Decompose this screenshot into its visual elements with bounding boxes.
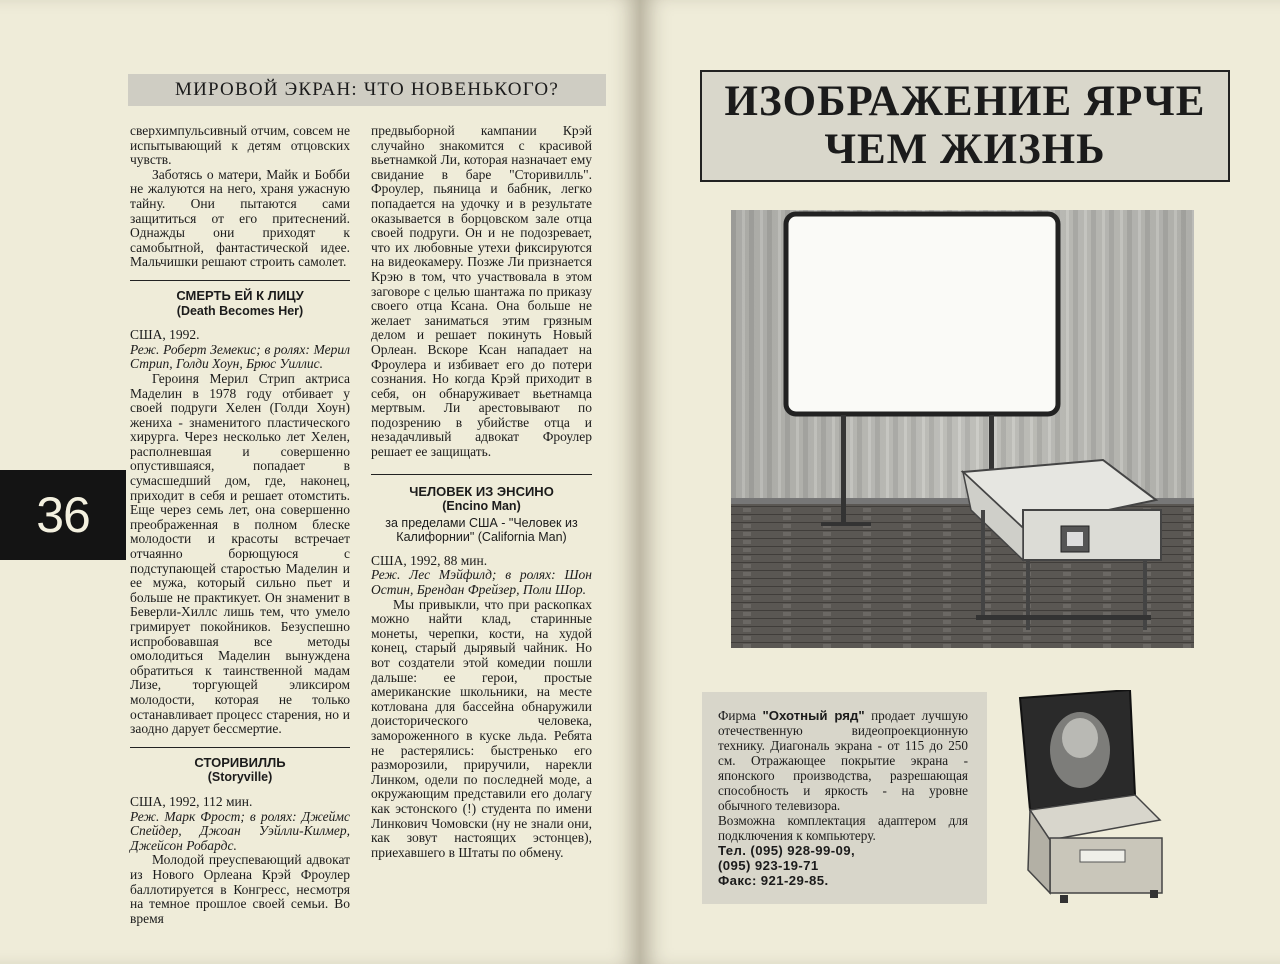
film-credits: Реж. Марк Фрост; в ролях: Джеймс Спейдер, Джоан Уэйлли-Килмер, Джейсон Робардс. bbox=[130, 808, 350, 853]
film-credits: Реж. Лес Мэйфилд; в ролях: Шон Остин, Брендан Фрейзер, Поли Шор. bbox=[371, 567, 592, 598]
advertisement-text bbox=[718, 708, 968, 888]
text-column-2 bbox=[371, 124, 592, 860]
storyville-continued: предвыборной кампании Крэй случайно знакомится с красивой вьетнамкой Ли, которая назначает ему свидание в баре "Сторивилль". Фроулер, пьяница и бабник, легко попадается на удочку и в результате оказывается в борцовском зале отца своей подруги. Он и не подозревает, что их любовные утехи фиксируются на видеокамеру. Позже Ли признается Крэю в том, что участвовала в этом заговоре с целью шантажа по приказу своего отца Ксана. Она больше не желает заниматься этим грязным делом и решает покинуть Новый Орлеан. Вскоре Ксан нападает на Фроулера и избивает его до потери сознания. Но когда Крэй приходит в себя, он обнаруживает вьетнамца мертвым. Ли арестовывают по подозрению в убийстве отца и незадачливый адвокат Фроулер решает ее защищать. bbox=[371, 123, 592, 460]
film-description: Молодой преуспевающий адвокат из Нового Орлеана Крэй Фроулер баллотируется в Конгресс, несмотря на темное прошлое своей семьи. Во время bbox=[130, 852, 350, 926]
ad-company-name: "Охотный ряд" bbox=[762, 708, 865, 723]
article-title-line-1: ИЗОБРАЖЕНИЕ ЯРЧЕ bbox=[724, 78, 1206, 125]
film-original-title: (Storyville) bbox=[207, 770, 273, 785]
page-number-tab bbox=[0, 470, 126, 560]
article-title-line-2: ЧЕМ ЖИЗНЬ bbox=[824, 126, 1106, 173]
divider-rule bbox=[371, 474, 592, 475]
film-country-year: США, 1992. bbox=[130, 327, 200, 343]
projector-screen-photo bbox=[731, 210, 1194, 648]
ad-phone-2: (095) 923-19-71 bbox=[718, 858, 819, 873]
film-credits: Реж. Роберт Земекис; в ролях: Мерил Стрип, Голди Хоун, Брюс Уиллис. bbox=[130, 341, 350, 372]
film-title: ЧЕЛОВЕК ИЗ ЭНСИНО bbox=[409, 483, 554, 499]
film-original-title: (Death Becomes Her) bbox=[176, 303, 304, 318]
divider-rule bbox=[130, 747, 350, 748]
ad-fax: Факс: 921-29-85. bbox=[718, 873, 829, 888]
ad-body: продает лучшую отечественную видеопроекционную технику. Диагональ экрана - от 115 до 250 см. Отражающее покрытие экрана - японского производства, разрешающая способность и яркость - на уровне обычного телевизора. bbox=[718, 708, 969, 813]
ad-body-2: Возможна комплектация адаптером для подключения к компьютеру. bbox=[718, 813, 968, 843]
intro-paragraph-2: Заботясь о матери, Майк и Бобби не жалуются на него, храня ужасную тайну. Они пытаются сами защититься от его притеснений. Однажды они приходят к самобытной, фантастической идее. Мальчишки решают строить самолет. bbox=[130, 166, 350, 270]
film-country-year: США, 1992, 112 мин. bbox=[130, 793, 253, 809]
film-title: СТОРИВИЛЛЬ bbox=[194, 754, 286, 770]
section-header-text: МИРОВОЙ ЭКРАН: ЧТО НОВЕНЬКОГО? bbox=[175, 79, 559, 100]
film-description: Мы привыкли, что при раскопках можно найти клад, старинные монеты, черепки, кости, на худой конец, старый дырявый чайник. Но вот создатели этой комедии пошли дальше: ее герои, простые американские школьники, на месте котлована для бассейна обнаружили доисторического человека, замороженного в куске льда. Ребята не растерялись: быстренько его разморозили, приручили, нарекли Линком, одели по последней моде, а окружающим представили его долагу как эстонского (!) студента по имени Линкович Чомовски (ну не знали они, как зовут настоящих эстонцев), приехавшего в Штаты по обмену. bbox=[371, 596, 592, 860]
video-projector-illustration bbox=[1010, 690, 1170, 905]
projector-screen-illustration bbox=[731, 210, 1194, 648]
film-title: СМЕРТЬ ЕЙ К ЛИЦУ bbox=[176, 287, 304, 303]
film-country-year: США, 1992, 88 мин. bbox=[371, 552, 488, 568]
divider-rule bbox=[130, 280, 350, 281]
ad-intro: Фирма bbox=[718, 708, 756, 723]
page-number: 36 bbox=[36, 487, 90, 543]
film-description: Героиня Мерил Стрип актриса Маделин в 1978 году отбивает у своей подруги Хелен (Голди Хоун) жениха - знаменитого пластического хирурга. Через несколько лет Хелен, располневшая и совершенно опустившаяся, попадает в сумасшедший дом, где, наконец, приходит в себя и решает отомстить. Еще через семь лет, она совершенно преображенная в полном блеске молодости и красоты встречает отчаянно борющуюся с подступающей старостью Маделин и ее мужа, который сильно пьет и больше не практикует. Он знаменит в Беверли-Хиллс лишь тем, что умело гримирует покойников. Безуспешно испробовавшая все методы омолодиться Маделин вынуждена обратиться к таинственной мадам Лизе, торгующей эликсиром молодости, которая не только останавливает процесс старения, но и заодно дарует бессмертие. bbox=[130, 370, 350, 737]
film-original-title: (Encino Man) bbox=[442, 499, 521, 514]
intro-paragraph: сверхимпульсивный отчим, совсем не испытывающий к детям отцовских чувств. bbox=[130, 123, 350, 168]
video-projector-photo bbox=[1010, 690, 1170, 905]
film-alt-title-note: за пределами США - "Человек из Калифорнии" (California Man) bbox=[385, 515, 578, 544]
article-title bbox=[700, 70, 1230, 182]
section-header bbox=[128, 74, 606, 106]
ad-phone-1: Тел. (095) 928-99-09, bbox=[718, 843, 856, 858]
text-column-1 bbox=[130, 124, 350, 926]
